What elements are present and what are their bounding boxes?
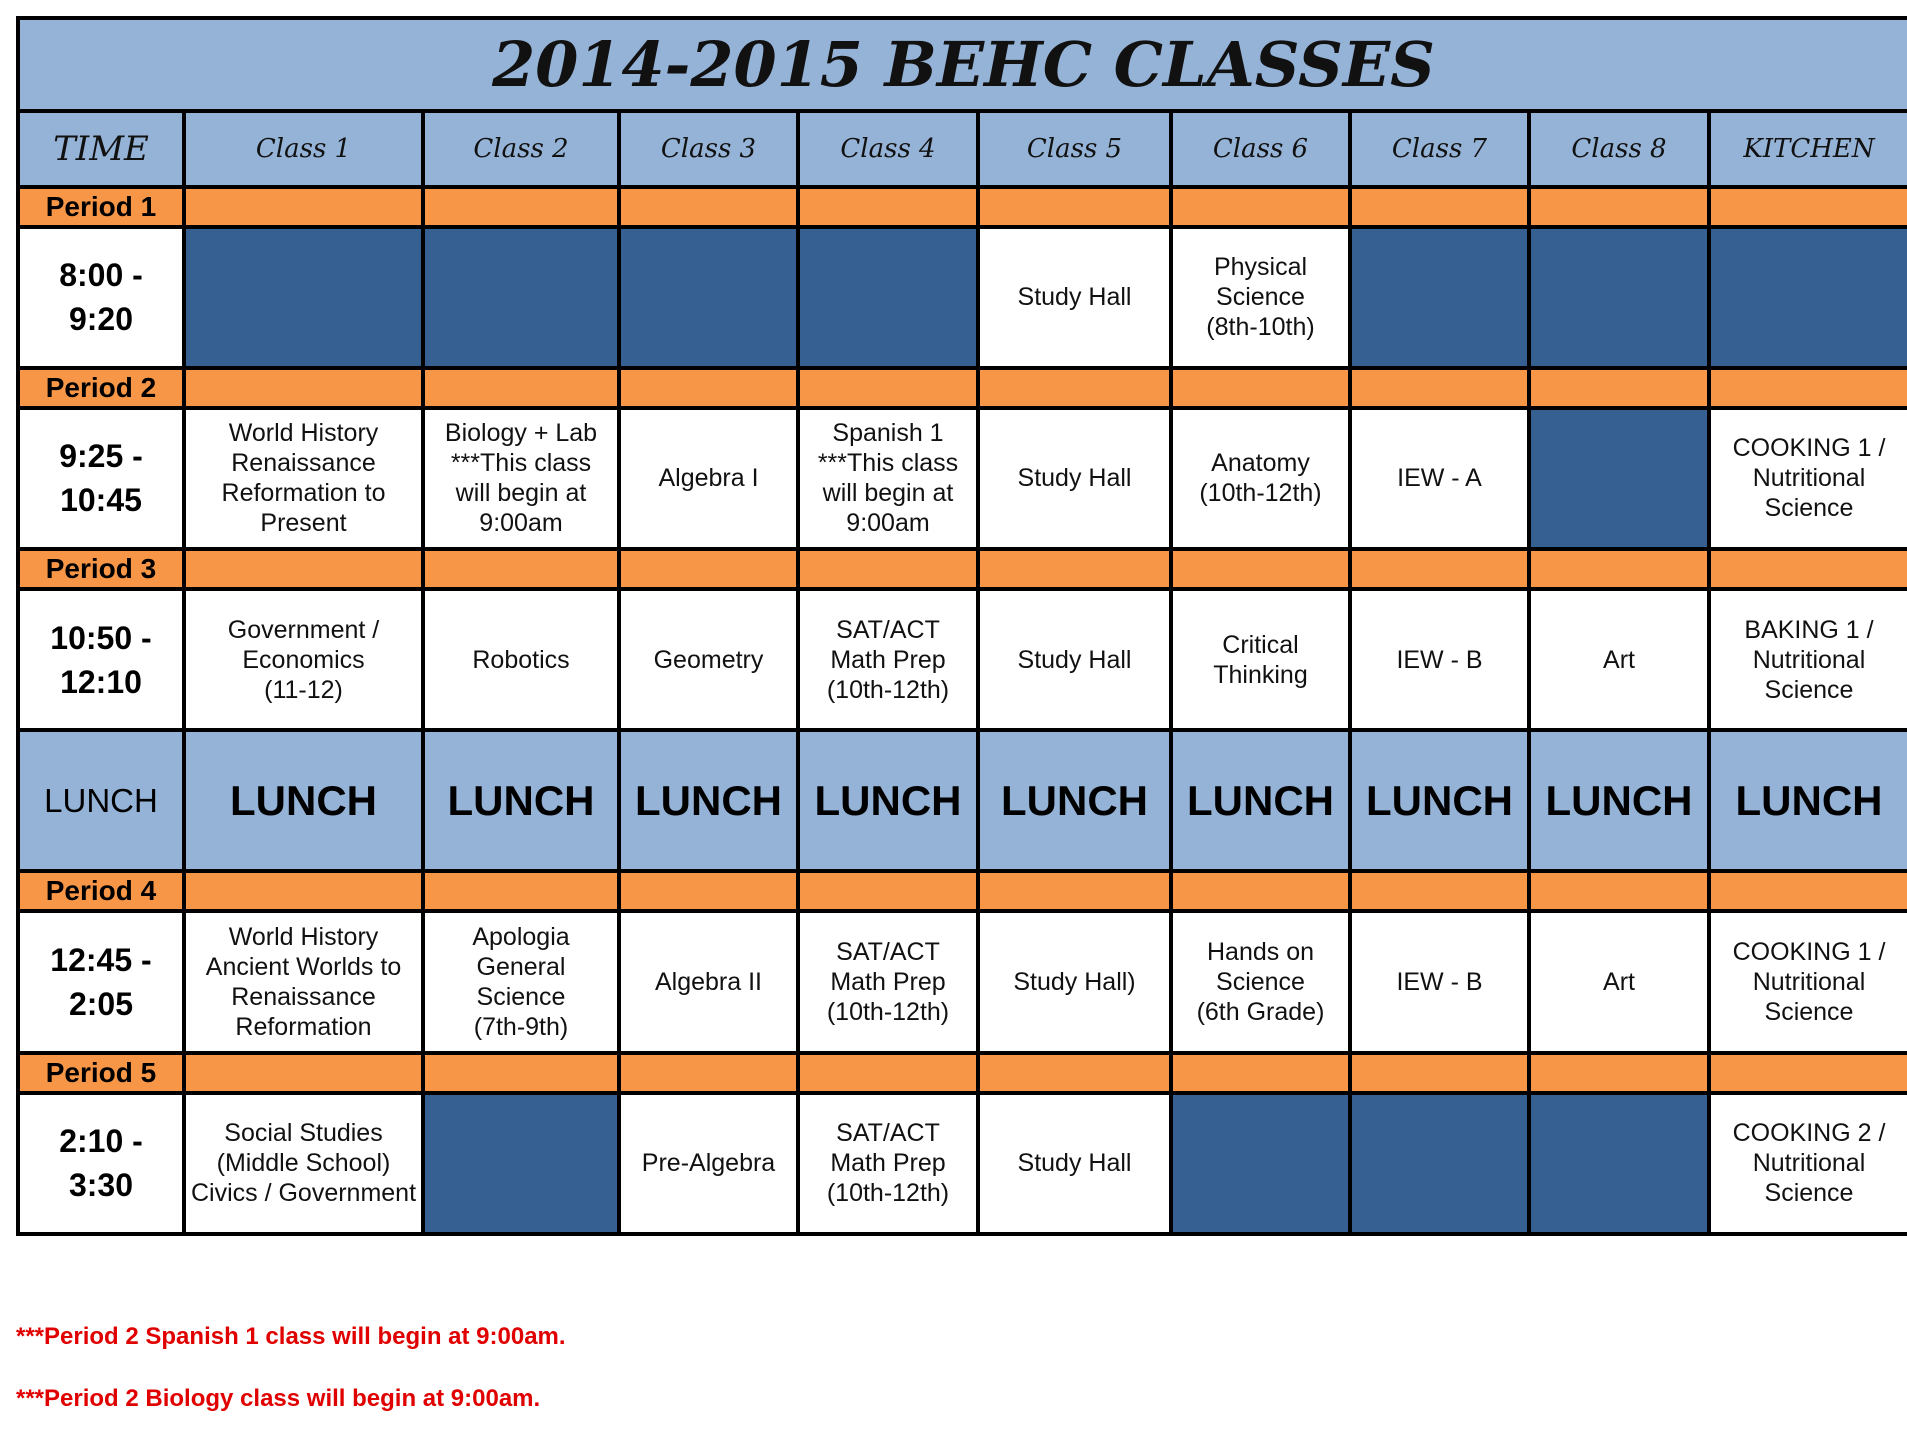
period-band (1171, 368, 1350, 408)
lunch-cell: LUNCH (1529, 730, 1709, 871)
class-cell: Social Studies (Middle School) Civics / Government (184, 1093, 423, 1234)
header-class-7: Class 7 (1350, 111, 1529, 187)
period-band (1350, 871, 1529, 911)
class-cell: Apologia General Science (7th-9th) (423, 911, 619, 1052)
period-band (619, 368, 798, 408)
period-band (1350, 368, 1529, 408)
period-slot-row (18, 227, 1907, 368)
period-band (423, 871, 619, 911)
header-time: TIME (18, 111, 184, 187)
lunch-cell: LUNCH (1350, 730, 1529, 871)
empty-slot (798, 227, 978, 368)
period-slot-row (18, 589, 1907, 730)
period-band (1529, 187, 1709, 227)
period-band (1709, 549, 1907, 589)
period-label-row (18, 871, 1907, 911)
period-band (1171, 549, 1350, 589)
header-class-4: Class 4 (798, 111, 978, 187)
empty-slot (1171, 1093, 1350, 1234)
period-time (18, 1093, 184, 1234)
period-time-end: 3:30 (68, 1167, 134, 1204)
class-cell: Study Hall (978, 589, 1171, 730)
period-band (1529, 871, 1709, 911)
class-cell: COOKING 2 / Nutritional Science (1709, 1093, 1907, 1234)
period-band (184, 187, 423, 227)
period-band (423, 368, 619, 408)
lunch-cell: LUNCH (1709, 730, 1907, 871)
period-band (423, 549, 619, 589)
period-band (798, 1053, 978, 1093)
class-cell: World History Renaissance Reformation to Present (184, 408, 423, 549)
period-band (798, 549, 978, 589)
period-band (798, 368, 978, 408)
period-band (1709, 1053, 1907, 1093)
class-cell: Algebra II (619, 911, 798, 1052)
period-band (1709, 368, 1907, 408)
period-label: Period 1 (18, 187, 184, 227)
header-class-6: Class 6 (1171, 111, 1350, 187)
empty-slot (1709, 227, 1907, 368)
period-band (184, 549, 423, 589)
note-biology: ***Period 2 Biology class will begin at 9:00am. (16, 1385, 541, 1412)
class-cell: Geometry (619, 589, 798, 730)
period-band (978, 368, 1171, 408)
class-cell: SAT/ACT Math Prep (10th-12th) (798, 589, 978, 730)
class-cell: Study Hall (978, 227, 1171, 368)
period-band (978, 187, 1171, 227)
header-class-2: Class 2 (423, 111, 619, 187)
lunch-time-label: LUNCH (18, 730, 184, 871)
period-band (1350, 549, 1529, 589)
lunch-cell: LUNCH (798, 730, 978, 871)
period-band (978, 1053, 1171, 1093)
lunch-cell: LUNCH (619, 730, 798, 871)
period-slot-row (18, 911, 1907, 1052)
period-label: Period 5 (18, 1053, 184, 1093)
class-cell: Study Hall (978, 1093, 1171, 1234)
period-label: Period 2 (18, 368, 184, 408)
period-band (184, 871, 423, 911)
class-cell: IEW - A (1350, 408, 1529, 549)
lunch-cell: LUNCH (423, 730, 619, 871)
period-label-row (18, 187, 1907, 227)
lunch-cell: LUNCH (184, 730, 423, 871)
period-time-end: 2:05 (68, 986, 134, 1023)
empty-slot (1529, 1093, 1709, 1234)
schedule-title: 2014-2015 BEHC CLASSES (18, 18, 1907, 111)
empty-slot (1350, 1093, 1529, 1234)
period-label-row (18, 549, 1907, 589)
period-label: Period 3 (18, 549, 184, 589)
period-label-row (18, 368, 1907, 408)
empty-slot (423, 227, 619, 368)
class-cell: Anatomy (10th-12th) (1171, 408, 1350, 549)
class-cell: Hands on Science (6th Grade) (1171, 911, 1350, 1052)
period-band (1709, 871, 1907, 911)
empty-slot (1529, 408, 1709, 549)
class-cell: Study Hall (978, 408, 1171, 549)
period-band (619, 871, 798, 911)
class-cell: COOKING 1 / Nutritional Science (1709, 408, 1907, 549)
class-cell: Physical Science (8th-10th) (1171, 227, 1350, 368)
period-band (184, 1053, 423, 1093)
period-band (1350, 187, 1529, 227)
period-time (18, 911, 184, 1052)
class-cell: COOKING 1 / Nutritional Science (1709, 911, 1907, 1052)
period-band (1529, 549, 1709, 589)
class-cell: Government / Economics (11-12) (184, 589, 423, 730)
class-cell: Biology + Lab ***This class will begin at 9:00am (423, 408, 619, 549)
period-band (184, 368, 423, 408)
period-band (423, 187, 619, 227)
empty-slot (1529, 227, 1709, 368)
period-time (18, 408, 184, 549)
period-band (1350, 1053, 1529, 1093)
class-cell: Pre-Algebra (619, 1093, 798, 1234)
header-class-3: Class 3 (619, 111, 798, 187)
lunch-row (18, 730, 1907, 871)
empty-slot (1350, 227, 1529, 368)
period-band (619, 549, 798, 589)
period-band (1171, 187, 1350, 227)
class-cell: World History Ancient Worlds to Renaissance Reformation (184, 911, 423, 1052)
class-cell: Study Hall) (978, 911, 1171, 1052)
class-cell: Critical Thinking (1171, 589, 1350, 730)
period-time-end: 12:10 (60, 663, 142, 700)
empty-slot (184, 227, 423, 368)
period-band (798, 187, 978, 227)
period-time-end: 10:45 (60, 482, 142, 519)
class-cell: IEW - B (1350, 589, 1529, 730)
period-slot-row (18, 1093, 1907, 1234)
period-band (1171, 871, 1350, 911)
header-class-1: Class 1 (184, 111, 423, 187)
period-band (1171, 1053, 1350, 1093)
lunch-cell: LUNCH (1171, 730, 1350, 871)
class-cell: SAT/ACT Math Prep (10th-12th) (798, 1093, 978, 1234)
class-cell: Spanish 1 ***This class will begin at 9:00am (798, 408, 978, 549)
period-time-start: 8:00 - (59, 257, 143, 294)
period-band (978, 871, 1171, 911)
period-time-start: 9:25 - (59, 438, 143, 475)
period-band (423, 1053, 619, 1093)
class-cell: Algebra I (619, 408, 798, 549)
note-spanish: ***Period 2 Spanish 1 class will begin at 9:00am. (16, 1323, 566, 1350)
period-time (18, 589, 184, 730)
period-time-start: 12:45 - (50, 942, 152, 979)
period-time-end: 9:20 (68, 301, 134, 338)
class-cell: Art (1529, 589, 1709, 730)
empty-slot (619, 227, 798, 368)
class-schedule-table (16, 16, 1907, 1236)
period-band (619, 187, 798, 227)
header-class-5: Class 5 (978, 111, 1171, 187)
period-label: Period 4 (18, 871, 184, 911)
period-band (978, 549, 1171, 589)
period-slot-row (18, 408, 1907, 549)
header-class-8: Class 8 (1529, 111, 1709, 187)
period-band (1709, 187, 1907, 227)
period-time (18, 227, 184, 368)
class-cell: SAT/ACT Math Prep (10th-12th) (798, 911, 978, 1052)
header-row (18, 111, 1907, 187)
class-cell: BAKING 1 / Nutritional Science (1709, 589, 1907, 730)
period-time-start: 2:10 - (59, 1123, 143, 1160)
period-band (619, 1053, 798, 1093)
period-band (798, 871, 978, 911)
header-kitchen: KITCHEN (1709, 111, 1907, 187)
class-cell: Robotics (423, 589, 619, 730)
period-time-start: 10:50 - (50, 619, 152, 656)
period-band (1529, 1053, 1709, 1093)
period-band (1529, 368, 1709, 408)
class-cell: IEW - B (1350, 911, 1529, 1052)
period-label-row (18, 1053, 1907, 1093)
class-cell: Art (1529, 911, 1709, 1052)
lunch-cell: LUNCH (978, 730, 1171, 871)
empty-slot (423, 1093, 619, 1234)
